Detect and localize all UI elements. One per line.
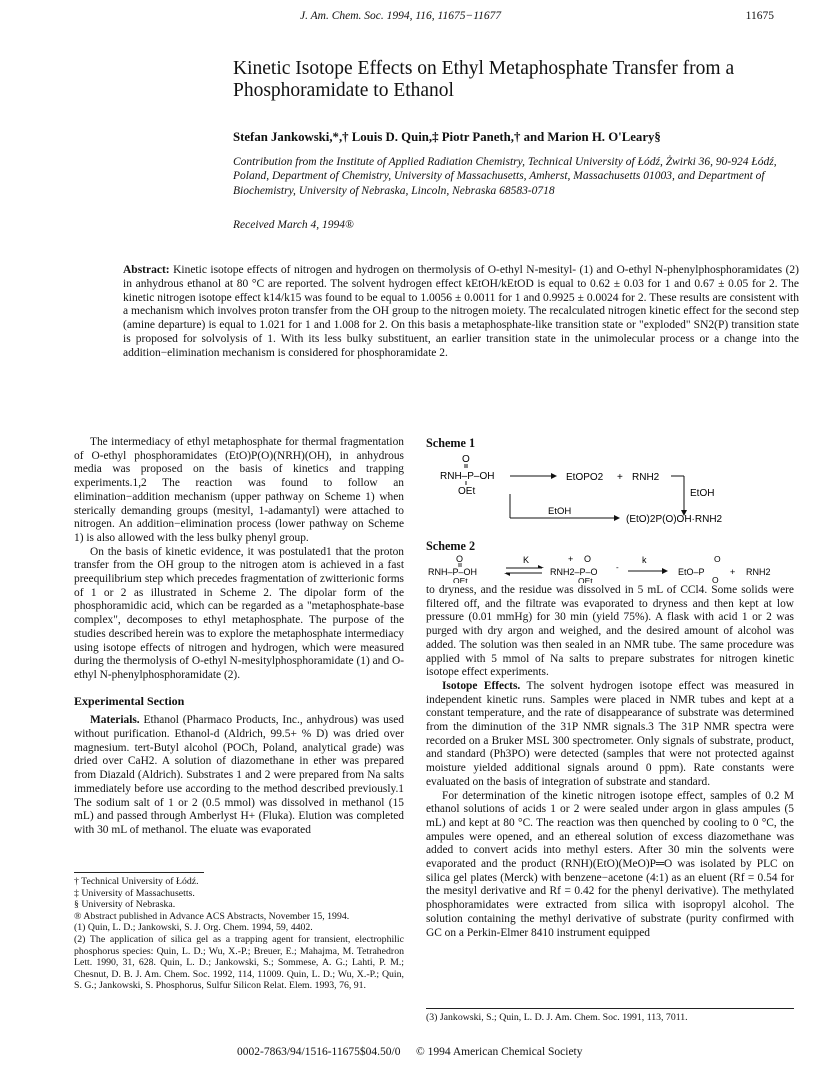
scheme2-product-oxo-down: O bbox=[712, 575, 719, 583]
isotope-text: The solvent hydrogen isotope effect was measured in independent kinetic runs. Samples were placed in NMR tubes and kept at a constant temperature, and the rate of disappearance of substrate was determined from the diminution of the 31P NMR signals.3 The 31P NMR spectra were recorded on a Bruker MSL 300 spectrometer. Only signals of substrate, product, and standard (Ph3PO) were detected (samples that were not protected against moisture yielded additional signals around 0 ppm). Rate constants were evaluated on the basis of integration of substrate and standard. bbox=[426, 679, 794, 788]
right-paragraph-1: to dryness, and the residue was dissolved in 5 mL of CCl4. Some solids were filtered off, and the filtrate was evaporated to dryness and then kept at low pressure (0.01 mmHg) for 30 min (yield 75%). A flask with acid 1 or 2 was purged with dry argon and weighed, and the desired amount of alcohol was added. The solution was then sealed in an NMR tube. The same procedure was applied with 5 mmol of Na salts to prepare substrates for nitrogen kinetic isotope effect experiments. bbox=[426, 584, 794, 679]
scheme2-arrowhead bbox=[662, 568, 668, 574]
right-column bbox=[426, 584, 794, 940]
abstract-text: Kinetic isotope effects of nitrogen and hydrogen on thermolysis of O-ethyl N-mesityl- (1) and O-ethyl N-phenylphosphoramidates (2) in anhydrous ethanol at 80 °C are reported. The solvent hydrogen effect kEtOH/kEtOD is equal to 0.62 ± 0.03 for 1 and 0.67 ± 0.05 for 2. The kinetic nitrogen isotope effect k14/k15 was found to be equal to 1.0056 ± 0.0011 for 1 and 0.9925 ± 0.0024 for 2. These results are consistent with a mechanism which involves proton transfer from the OH group to the nitrogen moiety. The recalculated nitrogen kinetic effect for the second step (amine departure) is equal to 1.021 for 1 and 1.008 for 2. On this basis a metaphosphate-like transition state or "exploded" SN2(P) transition state is proposed for solvolysis of 1. With its less bulky substituent, an earlier transition state in the unimolecular process or a change into the addition−elimination mechanism is considered for phosphoramidate 2. bbox=[123, 264, 800, 359]
scheme-1-label: Scheme 1 bbox=[426, 436, 476, 450]
scheme2-zwitterion-plus: + bbox=[568, 554, 574, 564]
scheme2-arrowhead bbox=[538, 565, 544, 568]
footnote-rule bbox=[74, 872, 204, 873]
intro-paragraph-1: The intermediacy of ethyl metaphosphate for thermal fragmentation of O-ethyl phosphoramidates (EtO)P(O)(NRH)(OH), in anhydrous media was proposed on the basis of kinetics and trapping experiments.1,2 The reaction was found to follow an elimination−addition mechanism (upper pathway on Scheme 1) when sterically demanding groups (mesityl, 1-adamantyl) were attached to nitrogen. An addition−elimination process (lower pathway on Scheme 1) is also allowed with the less bulky phenyl group. bbox=[74, 436, 404, 544]
footnote: † Technical University of Łódź. bbox=[74, 876, 199, 887]
scheme1-etoh-right: EtOH bbox=[690, 488, 715, 499]
scheme2-zwitterion-oet: OEt bbox=[578, 576, 593, 583]
footnote: (1) Quin, L. D.; Jankowski, S. J. Org. Chem. 1994, 59, 4402. bbox=[74, 922, 313, 934]
scheme-1-diagram bbox=[426, 452, 796, 534]
scheme1-oxo: O bbox=[462, 454, 470, 465]
footnote-3: (3) Jankowski, S.; Quin, L. D. J. Am. Chem. Soc. 1991, 113, 7011. bbox=[426, 1012, 688, 1023]
scheme2-reactant: RNH–P–OH bbox=[428, 567, 478, 577]
authors: Stefan Jankowski,*,† Louis D. Quin,‡ Piotr Paneth,† and Marion H. O'Leary§ bbox=[233, 130, 661, 144]
footnote: § University of Nebraska. bbox=[74, 899, 176, 911]
materials-paragraph bbox=[74, 714, 404, 837]
scheme1-plus: + bbox=[617, 472, 623, 483]
abstract-label: Abstract: bbox=[123, 264, 170, 276]
scheme2-amine: RNH2 bbox=[746, 567, 771, 577]
scheme2-k: k bbox=[642, 555, 647, 565]
scheme2-plus: + bbox=[730, 567, 736, 577]
article-title: Kinetic Isotope Effects on Ethyl Metaphosphate Transfer from a Phosphoramidate to Ethanol bbox=[233, 58, 735, 101]
footer-code: 0002-7863/94/1516-11675$04.50/0 bbox=[237, 1046, 401, 1058]
scheme1-oet: OEt bbox=[458, 486, 476, 497]
footnote-rule bbox=[426, 1008, 794, 1009]
page-number: 11675 bbox=[745, 10, 774, 22]
scheme1-product2: (EtO)2P(O)OH·RNH2 bbox=[626, 514, 723, 525]
scheme1-arrowhead bbox=[614, 515, 620, 521]
scheme2-oxo: O bbox=[456, 554, 464, 564]
left-column bbox=[74, 436, 404, 838]
scheme1-arrowhead bbox=[551, 473, 557, 479]
scheme2-zwitterion-oxo: O bbox=[584, 554, 592, 564]
received-date: Received March 4, 1994® bbox=[233, 219, 354, 231]
scheme2-arrowhead bbox=[504, 573, 510, 576]
scheme1-amine: RNH2 bbox=[632, 472, 660, 483]
footnote: ® Abstract published in Advance ACS Abstracts, November 15, 1994. bbox=[74, 910, 350, 922]
materials-label: Materials. bbox=[90, 714, 140, 727]
scheme1-etoh-bottom: EtOH bbox=[548, 506, 572, 517]
running-header: J. Am. Chem. Soc. 1994, 116, 11675−11677 bbox=[300, 10, 502, 22]
scheme2-K: K bbox=[523, 555, 530, 565]
footnotes bbox=[74, 876, 404, 992]
isotope-paragraph bbox=[426, 680, 794, 790]
footnote: (2) The application of silica gel as a trapping agent for transient, electrophilic phosphorus species: Quin, L. D.; Wu, X.-P.; Breuer, E.; Mahajma, M. Tetrahedron Lett. 1990, 31, 628. Quin, L. D.; Jankowski, S.; Sommese, A. G.; Lahti, P. M.; Chesnut, D. B. J. Am. Chem. Soc. 1992, 114, 11009. Quin, L. D.; Wu, X.-P.; Quin, S. G.; Jankowski, S. Phosphorus, Sulfur Silicon Relat. Elem. 1993, 76, 91. bbox=[74, 933, 404, 992]
intro-paragraph-2: On the basis of kinetic evidence, it was postulated1 that the proton transfer from the OH group to the nitrogen atom is achieved in a fast preequilibrium step which precedes fragmentation of zwitterionic forms of 1 or 2 as illustrated in Scheme 2. The dipolar form of the phosphoramidic acid, which can be regarded as a "metaphosphate-base complex", decomposes to ethyl metaphosphate. The purpose of the studies described herein was to explore the metaphosphate intermediacy using isotope effects of nitrogen and hydrogen, which were measured during the thermolysis of O-ethyl N-mesitylphosphoramidate (1) and O-ethyl N-phenylphosphoramidate (2). bbox=[74, 545, 404, 681]
scheme2-product-oxo-up: O bbox=[714, 554, 721, 564]
footer-copyright: © 1994 American Chemical Society bbox=[416, 1046, 583, 1058]
scheme2-minus: - bbox=[616, 563, 619, 572]
abstract bbox=[123, 264, 799, 361]
affiliation: Contribution from the Institute of Applied Radiation Chemistry, Technical University of Łódź, Żwirki 36, 90-924 Łódź, Poland, Department of Chemistry, University of Massachusetts, Amherst, Massachusetts 01003, and Department of Biochemistry, University of Nebraska, Lincoln, Nebraska 68583-0718 bbox=[233, 156, 777, 197]
scheme-2-diagram bbox=[426, 553, 796, 583]
scheme-2-label: Scheme 2 bbox=[426, 539, 476, 553]
scheme1-product1: EtOPO2 bbox=[566, 472, 604, 483]
footnote: ‡ University of Massachusetts. bbox=[74, 887, 195, 899]
scheme2-oet: OEt bbox=[453, 576, 468, 583]
scheme2-zwitterion: RNH2–P–O bbox=[550, 567, 598, 577]
section-heading: Experimental Section bbox=[74, 693, 185, 708]
scheme1-reactant: RNH–P–OH bbox=[440, 471, 495, 482]
isotope-label: Isotope Effects. bbox=[442, 679, 521, 692]
materials-text: Ethanol (Pharmaco Products, Inc., anhydrous) was used without purification. Ethanol-d (Aldrich, 99.5+ % D) was dried over magnesium. tert-Butyl alcohol (POCh, Poland, analytical grade) was dried over CaH2. A solution of diazomethane in ether was prepared from Diazald (Aldrich). Substrates 1 and 2 were prepared from Na salts immediately before use according to the method described previously.1 The sodium salt of 1 or 2 (0.5 mmol) was dissolved in methanol (15 mL) and passed through Amberlyst H+ (Fluka). Elution was completed with 30 mL of methanol. The eluate was evaporated bbox=[74, 714, 404, 836]
scheme2-product: EtO–P bbox=[678, 567, 705, 577]
right-paragraph-3: For determination of the kinetic nitrogen isotope effect, samples of 0.2 M ethanol solutions of acids 1 or 2 were sealed under argon in glass ampules (5 mL) and kept at 80 °C. The reaction was then quenched by cooling to 0 °C, the ampules were opened, and an ethereal solution of excess diazomethane was added to convert acids into methyl esters. After 30 min the solvents were evaporated and the product (RNH)(EtO)(MeO)P═O was isolated by PLC on silica gel plates (Merck) with benzene−acetone (4:1) as an eluent (Rf = 0.54 for the mesityl derivative and Rf = 0.42 for the phenyl derivative). The methylated phosphoramidates were extracted from silica with isopropyl alcohol. The solution containing the methyl derivative of substrate (purity confirmed with GC on a Perkin-Elmer 8410 instrument equipped bbox=[426, 789, 794, 939]
